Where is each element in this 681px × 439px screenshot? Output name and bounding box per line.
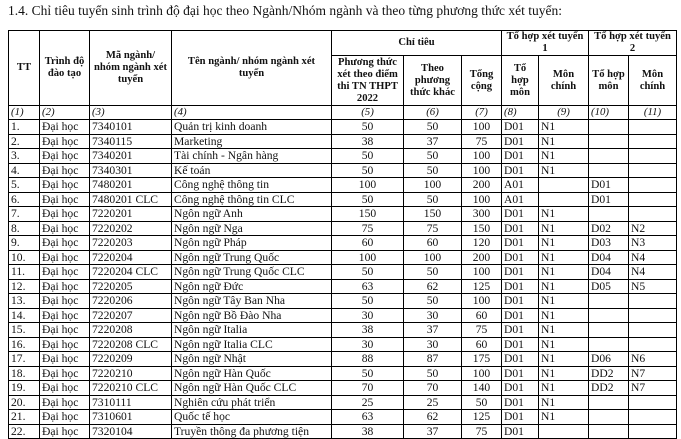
- total-quota: 200: [462, 250, 502, 265]
- major-code: 7220204 CLC: [90, 265, 172, 280]
- subject-group-2: D03: [589, 236, 629, 251]
- subject-group-2: DD2: [589, 381, 629, 396]
- total-quota: 75: [462, 424, 502, 439]
- table-row: [9, 178, 677, 193]
- main-subject-2: N4: [629, 250, 677, 265]
- subject-group-2: [589, 308, 629, 323]
- table-row: [9, 337, 677, 352]
- exam-quota: 30: [332, 308, 404, 323]
- total-quota: 100: [462, 149, 502, 164]
- main-subject-1: N1: [539, 120, 589, 135]
- training-level: Đại học: [40, 352, 90, 367]
- main-subject-1: N1: [539, 134, 589, 149]
- main-subject-1: N1: [539, 221, 589, 236]
- major-name: Ngôn ngữ Đức: [172, 279, 332, 294]
- major-name: Ngôn ngữ Trung Quốc CLC: [172, 265, 332, 280]
- total-quota: 100: [462, 192, 502, 207]
- exam-quota: 60: [332, 236, 404, 251]
- other-quota: 37: [404, 134, 462, 149]
- main-subject-2: [629, 395, 677, 410]
- table-row: [9, 366, 677, 381]
- main-subject-1: N1: [539, 308, 589, 323]
- other-quota: 50: [404, 163, 462, 178]
- row-number: 12.: [9, 279, 40, 294]
- main-subject-2: [629, 294, 677, 309]
- training-level: Đại học: [40, 120, 90, 135]
- major-code: 7220210: [90, 366, 172, 381]
- row-number: 18.: [9, 366, 40, 381]
- main-subject-2: N2: [629, 221, 677, 236]
- main-subject-1: N1: [539, 294, 589, 309]
- total-quota: 75: [462, 134, 502, 149]
- subject-group-2: [589, 424, 629, 439]
- subject-group-1: D01: [502, 134, 539, 149]
- major-code: 7340101: [90, 120, 172, 135]
- row-number: 5.: [9, 178, 40, 193]
- table-row: [9, 120, 677, 135]
- row-number: 6.: [9, 192, 40, 207]
- main-subject-1: N1: [539, 352, 589, 367]
- other-quota: 62: [404, 410, 462, 425]
- main-subject-2: N3: [629, 236, 677, 251]
- major-code: 7220206: [90, 294, 172, 309]
- major-code: 7340201: [90, 149, 172, 164]
- total-quota: 125: [462, 410, 502, 425]
- table-body: [9, 120, 677, 439]
- major-name: Marketing: [172, 134, 332, 149]
- total-quota: 100: [462, 120, 502, 135]
- column-number: (8): [502, 106, 539, 120]
- subject-group-1: D01: [502, 236, 539, 251]
- column-number: (10): [589, 106, 629, 120]
- training-level: Đại học: [40, 236, 90, 251]
- exam-quota: 75: [332, 221, 404, 236]
- subject-group-1: D01: [502, 395, 539, 410]
- other-quota: 50: [404, 265, 462, 280]
- subject-group-2: [589, 395, 629, 410]
- training-level: Đại học: [40, 279, 90, 294]
- subject-group-1: D01: [502, 265, 539, 280]
- main-subject-1: N1: [539, 149, 589, 164]
- header-main-subject-2: Môn chính: [629, 56, 677, 106]
- table-row: [9, 294, 677, 309]
- main-subject-1: N1: [539, 250, 589, 265]
- main-subject-2: [629, 207, 677, 222]
- training-level: Đại học: [40, 207, 90, 222]
- exam-quota: 50: [332, 294, 404, 309]
- other-quota: 62: [404, 279, 462, 294]
- exam-quota: 70: [332, 381, 404, 396]
- other-quota: 50: [404, 120, 462, 135]
- subject-group-2: [589, 323, 629, 338]
- major-name: Ngôn ngữ Nga: [172, 221, 332, 236]
- major-name: Truyền thông đa phương tiện: [172, 424, 332, 439]
- total-quota: 150: [462, 221, 502, 236]
- main-subject-1: N1: [539, 366, 589, 381]
- subject-group-2: [589, 120, 629, 135]
- training-level: Đại học: [40, 337, 90, 352]
- main-subject-2: [629, 337, 677, 352]
- column-number: (1): [9, 106, 40, 120]
- other-quota: 50: [404, 294, 462, 309]
- subject-group-1: D01: [502, 410, 539, 425]
- other-quota: 37: [404, 424, 462, 439]
- row-number: 8.: [9, 221, 40, 236]
- subject-group-1: A01: [502, 178, 539, 193]
- column-number: (11): [629, 106, 677, 120]
- other-quota: 60: [404, 236, 462, 251]
- row-number: 14.: [9, 308, 40, 323]
- subject-group-2: [589, 134, 629, 149]
- subject-group-2: D02: [589, 221, 629, 236]
- major-name: Ngôn ngữ Nhật: [172, 352, 332, 367]
- major-code: 7480201 CLC: [90, 192, 172, 207]
- subject-group-1: D01: [502, 149, 539, 164]
- exam-quota: 25: [332, 395, 404, 410]
- row-number: 16.: [9, 337, 40, 352]
- main-subject-1: N1: [539, 410, 589, 425]
- major-code: 7220203: [90, 236, 172, 251]
- row-number: 17.: [9, 352, 40, 367]
- other-quota: 87: [404, 352, 462, 367]
- training-level: Đại học: [40, 381, 90, 396]
- subject-group-1: D01: [502, 294, 539, 309]
- subject-group-2: [589, 337, 629, 352]
- other-quota: 25: [404, 395, 462, 410]
- major-name: Ngôn ngữ Tây Ban Nha: [172, 294, 332, 309]
- row-number: 1.: [9, 120, 40, 135]
- main-subject-2: [629, 308, 677, 323]
- subject-group-2: DD2: [589, 366, 629, 381]
- main-subject-1: N1: [539, 236, 589, 251]
- subject-group-1: D01: [502, 381, 539, 396]
- row-number: 2.: [9, 134, 40, 149]
- exam-quota: 50: [332, 163, 404, 178]
- table-row: [9, 221, 677, 236]
- subject-group-1: D01: [502, 337, 539, 352]
- other-quota: 37: [404, 323, 462, 338]
- row-number: 4.: [9, 163, 40, 178]
- main-subject-2: [629, 120, 677, 135]
- training-level: Đại học: [40, 424, 90, 439]
- main-subject-1: N1: [539, 323, 589, 338]
- major-name: Quản trị kinh doanh: [172, 120, 332, 135]
- main-subject-2: N4: [629, 265, 677, 280]
- major-name: Ngôn ngữ Hàn Quốc: [172, 366, 332, 381]
- total-quota: 60: [462, 308, 502, 323]
- table-row: [9, 207, 677, 222]
- main-subject-1: N1: [539, 265, 589, 280]
- major-code: 7310111: [90, 395, 172, 410]
- major-name: Tài chính - Ngân hàng: [172, 149, 332, 164]
- row-number: 3.: [9, 149, 40, 164]
- training-level: Đại học: [40, 410, 90, 425]
- main-subject-2: N5: [629, 279, 677, 294]
- training-level: Đại học: [40, 250, 90, 265]
- other-quota: 100: [404, 178, 462, 193]
- training-level: Đại học: [40, 308, 90, 323]
- other-quota: 150: [404, 207, 462, 222]
- table-row: [9, 279, 677, 294]
- main-subject-1: [539, 178, 589, 193]
- column-number: (6): [404, 106, 462, 120]
- subject-group-2: D05: [589, 279, 629, 294]
- table-row: [9, 149, 677, 164]
- training-level: Đại học: [40, 163, 90, 178]
- table-row: [9, 410, 677, 425]
- main-subject-2: [629, 134, 677, 149]
- major-name: Ngôn ngữ Trung Quốc: [172, 250, 332, 265]
- subject-group-1: D01: [502, 120, 539, 135]
- table-row: [9, 236, 677, 251]
- table-row: [9, 134, 677, 149]
- column-number: (2): [40, 106, 90, 120]
- main-subject-1: N1: [539, 381, 589, 396]
- table-row: [9, 381, 677, 396]
- main-subject-1: [539, 192, 589, 207]
- main-subject-2: [629, 323, 677, 338]
- exam-quota: 150: [332, 207, 404, 222]
- subject-group-2: [589, 163, 629, 178]
- major-code: 7480201: [90, 178, 172, 193]
- subject-group-2: D06: [589, 352, 629, 367]
- exam-quota: 30: [332, 337, 404, 352]
- major-name: Ngôn ngữ Italia: [172, 323, 332, 338]
- major-name: Nghiên cứu phát triển: [172, 395, 332, 410]
- column-number: (5): [332, 106, 404, 120]
- exam-quota: 50: [332, 192, 404, 207]
- major-name: Ngôn ngữ Anh: [172, 207, 332, 222]
- major-code: 7220201: [90, 207, 172, 222]
- header-tt: TT: [9, 31, 40, 106]
- major-code: 7220207: [90, 308, 172, 323]
- exam-quota: 63: [332, 279, 404, 294]
- other-quota: 75: [404, 221, 462, 236]
- subject-group-2: [589, 410, 629, 425]
- column-number: (4): [172, 106, 332, 120]
- row-number: 19.: [9, 381, 40, 396]
- exam-quota: 63: [332, 410, 404, 425]
- row-number: 7.: [9, 207, 40, 222]
- total-quota: 50: [462, 395, 502, 410]
- table-row: [9, 192, 677, 207]
- major-name: Ngôn ngữ Pháp: [172, 236, 332, 251]
- major-code: 7220204: [90, 250, 172, 265]
- row-number: 21.: [9, 410, 40, 425]
- subject-group-1: D01: [502, 207, 539, 222]
- main-subject-1: N1: [539, 207, 589, 222]
- table-row: [9, 250, 677, 265]
- main-subject-2: [629, 410, 677, 425]
- training-level: Đại học: [40, 134, 90, 149]
- row-number: 11.: [9, 265, 40, 280]
- total-quota: 100: [462, 163, 502, 178]
- subject-group-1: D01: [502, 279, 539, 294]
- major-code: 7220208 CLC: [90, 337, 172, 352]
- exam-quota: 38: [332, 424, 404, 439]
- subject-group-2: D01: [589, 178, 629, 193]
- section-title: 1.4. Chỉ tiêu tuyển sinh trình độ đại học theo Ngành/Nhóm ngành và theo từng phương thức xét tuyển:: [8, 3, 563, 18]
- total-quota: 175: [462, 352, 502, 367]
- exam-quota: 38: [332, 323, 404, 338]
- table-header: [9, 31, 677, 120]
- major-code: 7320104: [90, 424, 172, 439]
- row-number: 20.: [9, 395, 40, 410]
- training-level: Đại học: [40, 178, 90, 193]
- main-subject-2: [629, 163, 677, 178]
- main-subject-2: N7: [629, 381, 677, 396]
- admission-quota-table: [8, 30, 677, 439]
- subject-group-1: D01: [502, 250, 539, 265]
- major-code: 7220205: [90, 279, 172, 294]
- subject-group-1: D01: [502, 221, 539, 236]
- subject-group-2: [589, 149, 629, 164]
- total-quota: 120: [462, 236, 502, 251]
- header-major-code: Mã ngành/ nhóm ngành xét tuyển: [90, 31, 172, 106]
- header-training-level: Trình độ đào tạo: [40, 31, 90, 106]
- major-name: Ngôn ngữ Hàn Quốc CLC: [172, 381, 332, 396]
- header-total: Tổng cộng: [462, 56, 502, 106]
- total-quota: 100: [462, 366, 502, 381]
- header-combination-2: Tổ hợp xét tuyển 2: [589, 31, 677, 56]
- training-level: Đại học: [40, 192, 90, 207]
- table-row: [9, 323, 677, 338]
- total-quota: 200: [462, 178, 502, 193]
- subject-group-1: A01: [502, 192, 539, 207]
- total-quota: 100: [462, 294, 502, 309]
- row-number: 13.: [9, 294, 40, 309]
- other-quota: 30: [404, 308, 462, 323]
- subject-group-1: D01: [502, 352, 539, 367]
- major-name: Ngôn ngữ Italia CLC: [172, 337, 332, 352]
- other-quota: 100: [404, 250, 462, 265]
- main-subject-2: N7: [629, 366, 677, 381]
- header-subject-group-2: Tổ hợp môn: [589, 56, 629, 106]
- major-name: Kế toán: [172, 163, 332, 178]
- table-row: [9, 395, 677, 410]
- subject-group-1: D01: [502, 366, 539, 381]
- training-level: Đại học: [40, 294, 90, 309]
- major-name: Công nghệ thông tin: [172, 178, 332, 193]
- main-subject-1: N1: [539, 337, 589, 352]
- subject-group-2: [589, 207, 629, 222]
- main-subject-2: [629, 178, 677, 193]
- exam-quota: 50: [332, 265, 404, 280]
- table-row: [9, 163, 677, 178]
- exam-quota: 100: [332, 178, 404, 193]
- major-code: 7310601: [90, 410, 172, 425]
- other-quota: 50: [404, 149, 462, 164]
- column-number: (9): [539, 106, 589, 120]
- total-quota: 300: [462, 207, 502, 222]
- column-number: (3): [90, 106, 172, 120]
- row-number: 9.: [9, 236, 40, 251]
- major-name: Công nghệ thông tin CLC: [172, 192, 332, 207]
- other-quota: 50: [404, 192, 462, 207]
- training-level: Đại học: [40, 323, 90, 338]
- row-number: 22.: [9, 424, 40, 439]
- total-quota: 140: [462, 381, 502, 396]
- column-number-row: [9, 106, 677, 120]
- major-code: 7220208: [90, 323, 172, 338]
- column-number: (7): [462, 106, 502, 120]
- exam-quota: 88: [332, 352, 404, 367]
- main-subject-1: N1: [539, 395, 589, 410]
- major-code: 7220202: [90, 221, 172, 236]
- header-combination-1: Tổ hợp xét tuyển 1: [502, 31, 589, 56]
- main-subject-2: [629, 424, 677, 439]
- subject-group-2: D04: [589, 265, 629, 280]
- subject-group-2: [589, 294, 629, 309]
- training-level: Đại học: [40, 366, 90, 381]
- row-number: 15.: [9, 323, 40, 338]
- subject-group-2: D04: [589, 250, 629, 265]
- subject-group-1: D01: [502, 424, 539, 439]
- table-row: [9, 424, 677, 439]
- table-row: [9, 265, 677, 280]
- other-quota: 30: [404, 337, 462, 352]
- subject-group-1: D01: [502, 308, 539, 323]
- subject-group-2: D01: [589, 192, 629, 207]
- total-quota: 125: [462, 279, 502, 294]
- header-other-method: Theo phương thức khác: [404, 56, 462, 106]
- training-level: Đại học: [40, 395, 90, 410]
- table-row: [9, 352, 677, 367]
- header-quota: Chỉ tiêu: [332, 31, 502, 56]
- exam-quota: 50: [332, 120, 404, 135]
- exam-quota: 38: [332, 134, 404, 149]
- subject-group-1: D01: [502, 163, 539, 178]
- total-quota: 60: [462, 337, 502, 352]
- training-level: Đại học: [40, 265, 90, 280]
- other-quota: 70: [404, 381, 462, 396]
- header-exam-method: Phương thức xét theo điểm thi TN THPT 2022: [332, 56, 404, 106]
- other-quota: 50: [404, 366, 462, 381]
- major-name: Quốc tế học: [172, 410, 332, 425]
- exam-quota: 100: [332, 250, 404, 265]
- training-level: Đại học: [40, 149, 90, 164]
- header-main-subject-1: Môn chính: [539, 56, 589, 106]
- row-number: 10.: [9, 250, 40, 265]
- total-quota: 100: [462, 265, 502, 280]
- main-subject-1: N1: [539, 163, 589, 178]
- table-row: [9, 308, 677, 323]
- training-level: Đại học: [40, 221, 90, 236]
- header-subject-group-1: Tổ hợp môn: [502, 56, 539, 106]
- main-subject-1: [539, 424, 589, 439]
- major-code: 7340301: [90, 163, 172, 178]
- major-code: 7220210 CLC: [90, 381, 172, 396]
- main-subject-2: [629, 192, 677, 207]
- header-major-name: Tên ngành/ nhóm ngành xét tuyển: [172, 31, 332, 106]
- major-code: 7340115: [90, 134, 172, 149]
- total-quota: 75: [462, 323, 502, 338]
- subject-group-1: D01: [502, 323, 539, 338]
- main-subject-1: N1: [539, 279, 589, 294]
- major-name: Ngôn ngữ Bồ Đào Nha: [172, 308, 332, 323]
- major-code: 7220209: [90, 352, 172, 367]
- exam-quota: 50: [332, 366, 404, 381]
- main-subject-2: N6: [629, 352, 677, 367]
- main-subject-2: [629, 149, 677, 164]
- exam-quota: 50: [332, 149, 404, 164]
